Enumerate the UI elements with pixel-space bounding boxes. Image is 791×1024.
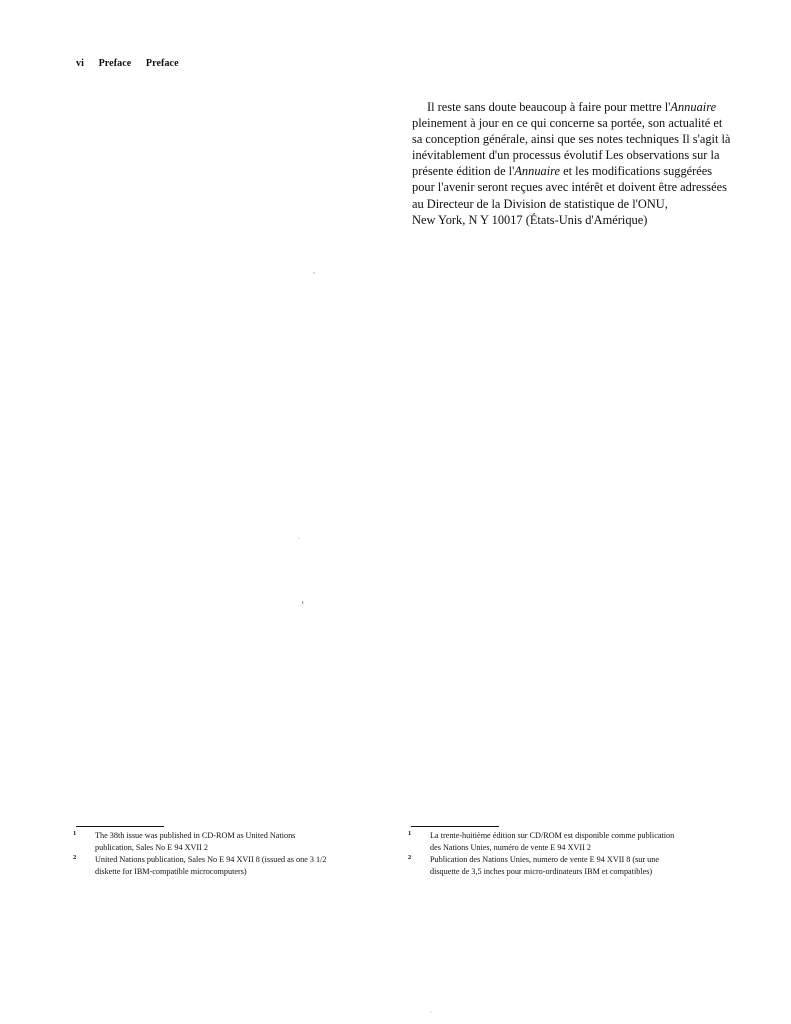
footnote-marker: 2 xyxy=(73,854,77,861)
footnote-fr-1 xyxy=(408,830,748,853)
paragraph-line: inévitablement d'un processus évolutif Les observations sur la xyxy=(412,148,720,163)
paragraph-line: New York, N Y 10017 (États-Unis d'Amérique) xyxy=(412,212,648,227)
footnote-marker: 1 xyxy=(73,830,77,837)
french-preface-paragraph xyxy=(412,99,752,228)
footnotes-english xyxy=(73,830,393,878)
running-header xyxy=(76,58,191,69)
scan-speck: · xyxy=(430,1010,432,1016)
annuaire-italic: Annuaire xyxy=(670,100,717,114)
running-title-english: Preface xyxy=(98,58,132,69)
paragraph-text: et les modifications suggérées xyxy=(560,164,713,179)
paragraph-text: présente édition de l' xyxy=(412,164,515,179)
footnote-line: La trente-huitième édition sur CD/ROM est disponible comme publication xyxy=(430,831,675,840)
footnote-en-2 xyxy=(73,854,393,877)
footnote-line: The 38th issue was published in CD-ROM as United Nations xyxy=(95,831,296,840)
scan-speck: · xyxy=(298,536,300,542)
paragraph-line: pleinement à jour en ce qui concerne sa portée, son actualité et xyxy=(412,116,723,131)
footnote-rule-french xyxy=(411,826,499,827)
running-title-french: Preface xyxy=(145,58,179,69)
footnotes-french xyxy=(408,830,748,878)
paragraph-line: au Directeur de la Division de statistique de l'ONU, xyxy=(412,196,668,211)
footnote-line: disquette de 3,5 inches pour micro-ordinateurs IBM et compatibles) xyxy=(430,866,653,876)
footnote-line: des Nations Unies, numéro de vente E 94 XVII 2 xyxy=(430,842,591,852)
scan-speck: ı xyxy=(302,600,304,606)
paragraph-line xyxy=(412,99,752,115)
paragraph-line: pour l'avenir seront reçues avec intérêt et doivent être adressées xyxy=(412,180,727,195)
paragraph-text: Il reste sans doute beaucoup à faire pour mettre l' xyxy=(427,100,671,114)
footnote-line: diskette for IBM-compatible microcomputers) xyxy=(95,866,247,876)
footnote-marker: 1 xyxy=(408,830,412,837)
footnote-marker: 2 xyxy=(408,854,412,861)
footnote-line: Publication des Nations Unies, numero de vente E 94 XVII 8 (sur une xyxy=(430,855,659,864)
scan-speck: ‘ xyxy=(313,272,315,278)
footnote-line: publication, Sales No E 94 XVII 2 xyxy=(95,842,209,852)
footnote-rule-english xyxy=(76,826,164,827)
footnote-line: United Nations publication, Sales No E 94 XVII 8 (issued as one 3 1/2 xyxy=(95,855,327,864)
paragraph-line xyxy=(412,163,752,179)
footnote-en-1 xyxy=(73,830,393,853)
annuaire-italic: Annuaire xyxy=(514,164,561,179)
paragraph-line: sa conception générale, ainsi que ses notes techniques Il s'agit là xyxy=(412,132,731,147)
page-number: vi xyxy=(76,58,84,69)
footnote-fr-2 xyxy=(408,854,748,877)
